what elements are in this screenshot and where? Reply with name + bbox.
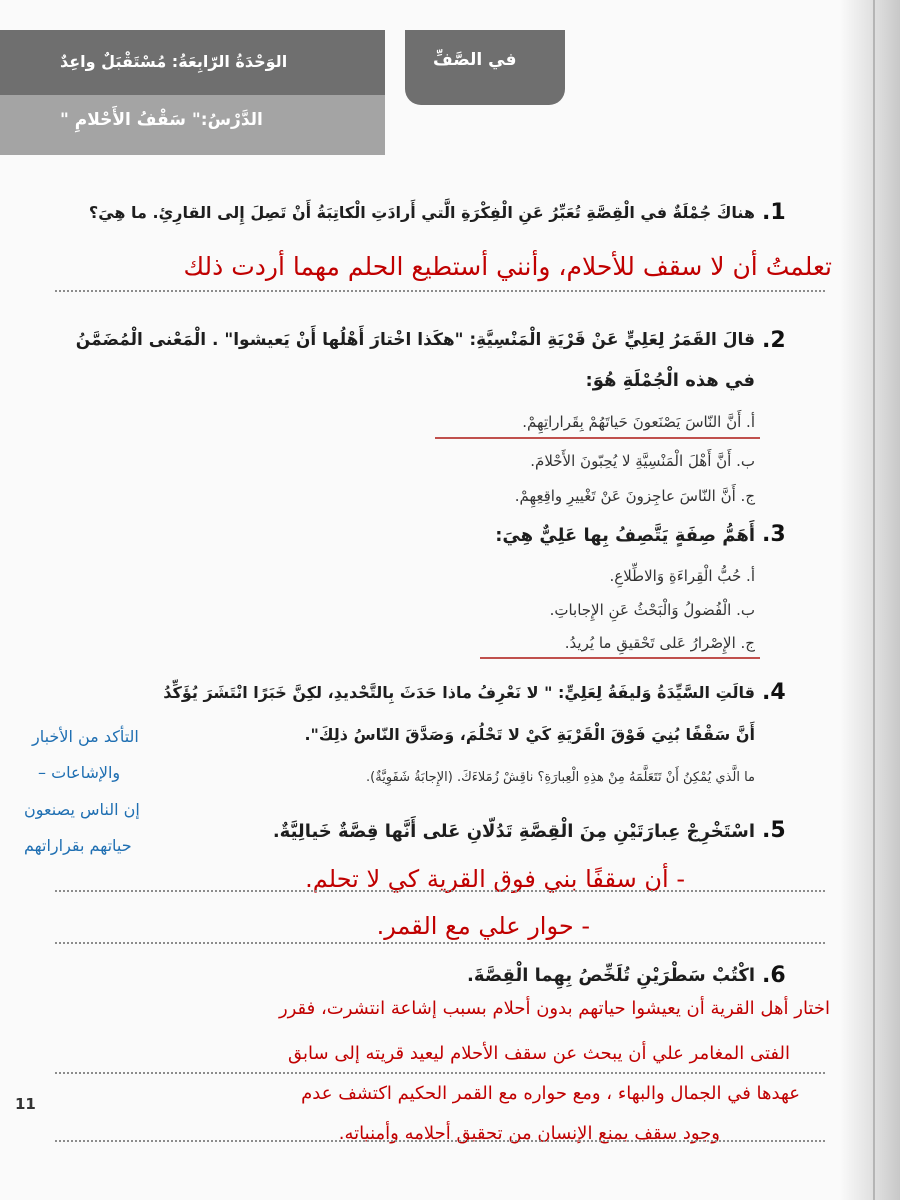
class-tab-label: في الصَّفِّ (433, 50, 517, 70)
answer-underline-q2 (435, 437, 760, 439)
answer-line (55, 1140, 825, 1142)
answer-6-line4: وجود سقف يمنع الإنسان من تحقيق أحلامه وأمنياته. (338, 1123, 720, 1144)
answer-5-line1: - أن سقفًا بني فوق القرية كي لا تحلم. (305, 865, 685, 893)
question-4-number: 4. (762, 680, 786, 705)
question-2-line2: في هذه الْجُمْلَةِ هُوَ: (585, 370, 755, 391)
answer-underline-q3 (480, 657, 760, 659)
answer-1: تعلمتُ أن لا سقف للأحلام، وأنني أستطيع الحلم مهما أردت ذلك (183, 252, 832, 281)
question-4-line1: قالَتِ السَّيِّدَةُ وَليفَةُ لِعَلِيٍّ: " لا نَعْرِفُ ماذا حَدَثَ بِالتَّحْديدِ، لكِنَّ خَبَرًا انْتَشَرَ يُؤَكِّدُ (163, 683, 755, 702)
question-2-number: 2. (762, 328, 786, 353)
question-5-number: 5. (762, 818, 786, 843)
answer-6-line3: عهدها في الجمال والبهاء ، ومع حواره مع القمر الحكيم اكتشف عدم (301, 1083, 800, 1104)
margin-answer-4-line1: التأكد من الأخبار (32, 727, 139, 746)
question-2-option-c: ج. أَنَّ النّاسَ عاجِزونَ عَنْ تَغْييرِ واقِعِهِمْ. (514, 487, 755, 505)
answer-line (55, 1072, 825, 1074)
question-2-line1: قالَ القَمَرُ لِعَلِيٍّ عَنْ قَرْيَةِ الْمَنْسِيَّةِ: "هكَذا اخْتارَ أَهْلُها أَنْ يَعيشوا" . الْمَعْنى الْمُضَمَّنُ (75, 330, 755, 350)
answer-6-line2: الفتى المغامر علي أن يبحث عن سقف الأحلام ليعيد قريته إلى سابق (288, 1043, 790, 1064)
question-1-number: 1. (762, 200, 786, 225)
page-binding-shadow (840, 0, 900, 1200)
answer-6-line1: اختار أهل القرية أن يعيشوا حياتهم بدون أحلام بسبب إشاعة انتشرت، فقرر (278, 998, 830, 1019)
question-3-option-a: أ. حُبُّ الْقِراءَةِ وَالاطِّلاعِ. (609, 567, 755, 585)
answer-5-line2: - حوار علي مع القمر. (376, 912, 590, 940)
lesson-title: الدَّرْسُ:" سَقْفُ الأَحْلامِ " (60, 110, 263, 130)
question-6-text: اكْتُبْ سَطْرَيْنِ تُلَخِّصُ بِهِما الْقِصَّةَ. (467, 965, 755, 986)
question-4-line3: ما الَّذي يُمْكِنُ أَنْ تَتَعَلَّمَهُ مِنْ هذِهِ الْعِبارَةِ؟ ناقِشْ زُمَلاءَكَ. (الإِجابَةُ شَفَوِيَّةٌ). (366, 770, 755, 785)
question-6-number: 6. (762, 963, 786, 988)
answer-line (55, 290, 825, 292)
question-1-text: هناكَ جُمْلَةٌ في الْقِصَّةِ تُعَبِّرُ عَنِ الْفِكْرَةِ الَّتي أَرادَتِ الْكاتِبَةُ أَنْ تَصِلَ إِلى القارِئِ. ما هِيَ؟ (88, 203, 755, 222)
question-4-line2: أَنَّ سَقْفًا بُنِيَ فَوْقَ الْقَرْيَةِ كَيْ لا تَحْلُمَ، وَصَدَّقَ النّاسُ ذلِكَ". (304, 725, 755, 744)
page-number: 11 (15, 1095, 36, 1113)
page-edge-line (873, 0, 875, 1200)
answer-line (55, 942, 825, 944)
margin-answer-4-line3: إن الناس يصنعون (24, 800, 140, 819)
question-5-text: اسْتَخْرِجْ عِبارَتَيْنِ مِنَ الْقِصَّةِ تَدُلّانِ عَلى أَنَّها قِصَّةٌ خَيالِيَّةٌ. (272, 821, 755, 842)
unit-title: الوَحْدَةُ الرّابِعَةُ: مُسْتَقْبَلٌ واعِدٌ (60, 52, 288, 71)
question-3-text: أَهَمُّ صِفَةٍ يَتَّصِفُ بِها عَلِيٌّ هِيَ: (495, 525, 755, 546)
question-2-option-a: أ. أَنَّ النّاسَ يَصْنَعونَ حَياتَهُمْ بِقَراراتِهِمْ. (522, 413, 755, 431)
answer-line (55, 890, 825, 892)
question-3-option-b: ب. الْفُضولُ وَالْبَحْثُ عَنِ الإِجاباتِ. (549, 601, 755, 619)
question-3-number: 3. (762, 522, 786, 547)
question-3-option-c: ج. الإِصْرارُ عَلى تَحْقيقِ ما يُريدُ. (564, 634, 755, 652)
margin-answer-4-line4: حياتهم بقراراتهم (24, 836, 132, 855)
margin-answer-4-line2: والإشاعات – (38, 763, 121, 782)
question-2-option-b: ب. أَنَّ أَهْلَ الْمَنْسِيَّةِ لا يُحِبّونَ الأَحْلامَ. (530, 452, 755, 470)
